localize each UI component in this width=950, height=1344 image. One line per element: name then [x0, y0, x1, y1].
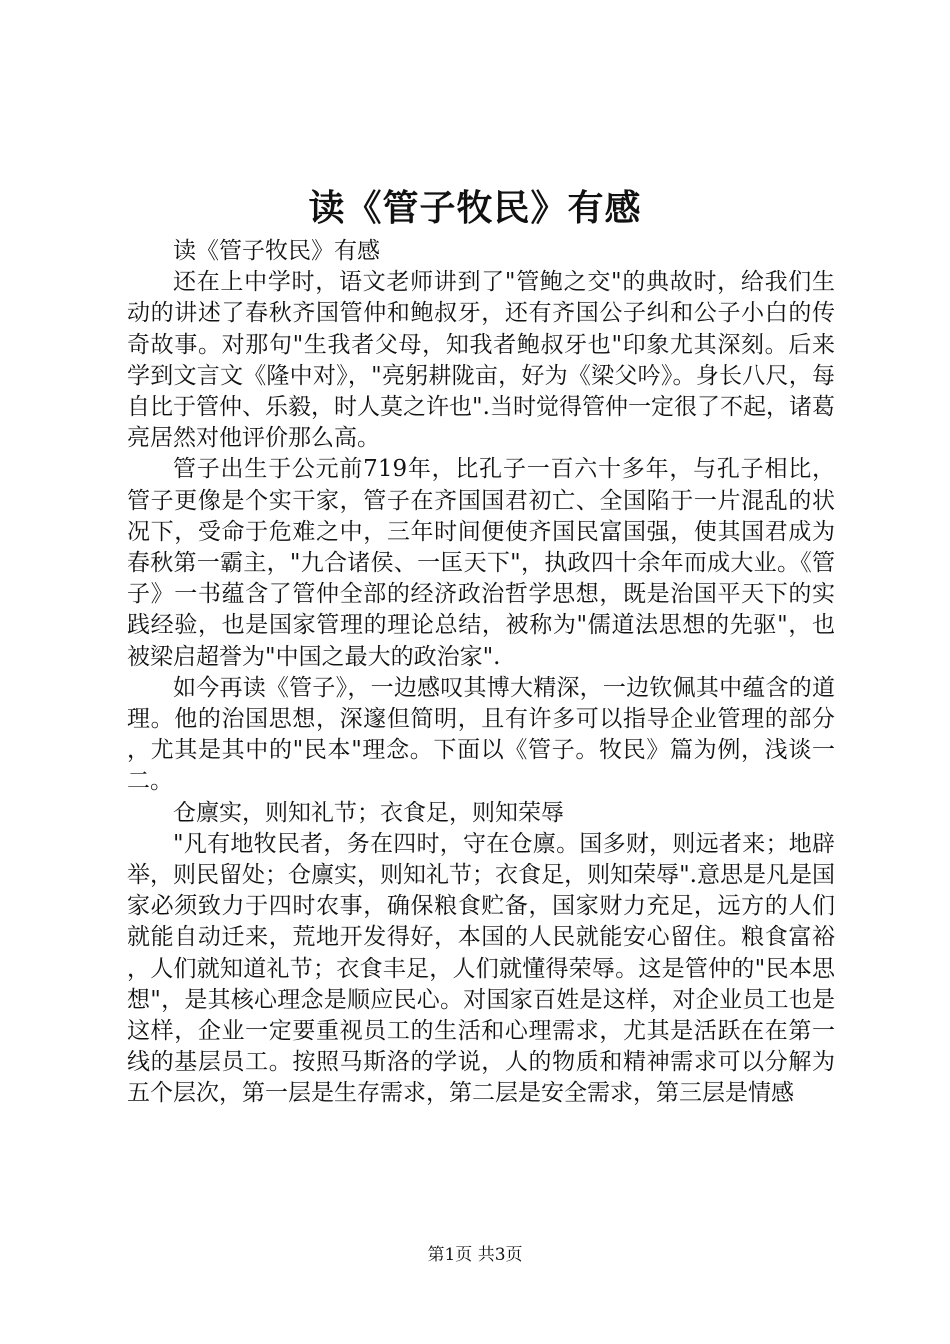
section-heading: 仓廪实，则知礼节；衣食足，则知荣辱 [173, 799, 564, 826]
body-paragraph: 还在上中学时，语文老师讲到了"管鲍之交"的典故时，给我们生动的讲述了春秋齐国管仲和鲍叔牙，还有齐国公子纠和公子小白的传奇故事。对那句"生我者父母，知我者鲍叔牙也"印象尤其深刻。后来学到文言文《隆中对》，"亮躬耕陇亩，好为《梁父吟》。身长八尺，每自比于管仲、乐毅，时人莫之许也".当时觉得管仲一定很了不起，诸葛亮居然对他评价那么高。 [127, 269, 835, 452]
body-paragraph: 读《管子牧民》有感 [173, 238, 380, 264]
body-paragraph: 管子出生于公元前719年，比孔子一百六十多年，与孔子相比，管子更像是个实干家，管子在齐国国君初亡、全国陷于一片混乱的状况下，受命于危难之中，三年时间便使齐国民富国强，使其国君成为春秋第一霸主，"九合诸侯、一匡天下"，执政四十余年而成大业。《管子》一书蕴含了管仲全部的经济政治哲学思想，既是治国平天下的实践经验，也是国家管理的理论总结，被称为"儒道法思想的先驱"，也被梁启超誉为"中国之最大的政治家". [127, 456, 835, 670]
page-footer: 第1页 共3页 [427, 1245, 523, 1265]
document-body [127, 236, 835, 1110]
body-paragraph: "凡有地牧民者，务在四时，守在仓廪。国多财，则远者来；地辟举，则民留处；仓廪实，则知礼节；衣食足，则知荣辱".意思是凡是国家必须致力于四时农事，确保粮食贮备，国家财力充足，远方的人们就能自动迁来，荒地开发得好，本国的人民就能安心留住。粮食富裕，人们就知道礼节；衣食丰足，人们就懂得荣辱。这是管仲的"民本思想"，是其核心理念是顺应民心。对国家百姓是这样，对企业员工也是这样，企业一定要重视员工的生活和心理需求，尤其是活跃在在第一线的基层员工。按照马斯洛的学说，人的物质和精神需求可以分解为五个层次，第一层是生存需求，第二层是安全需求，第三层是情感 [127, 830, 835, 1107]
document-title: 读《管子牧民》有感 [308, 187, 642, 229]
body-paragraph: 如今再读《管子》，一边感叹其博大精深，一边钦佩其中蕴含的道理。他的治国思想，深邃但简明，且有许多可以指导企业管理的部分，尤其是其中的"民本"理念。下面以《管子。牧民》篇为例，浅谈一二。 [127, 674, 835, 795]
